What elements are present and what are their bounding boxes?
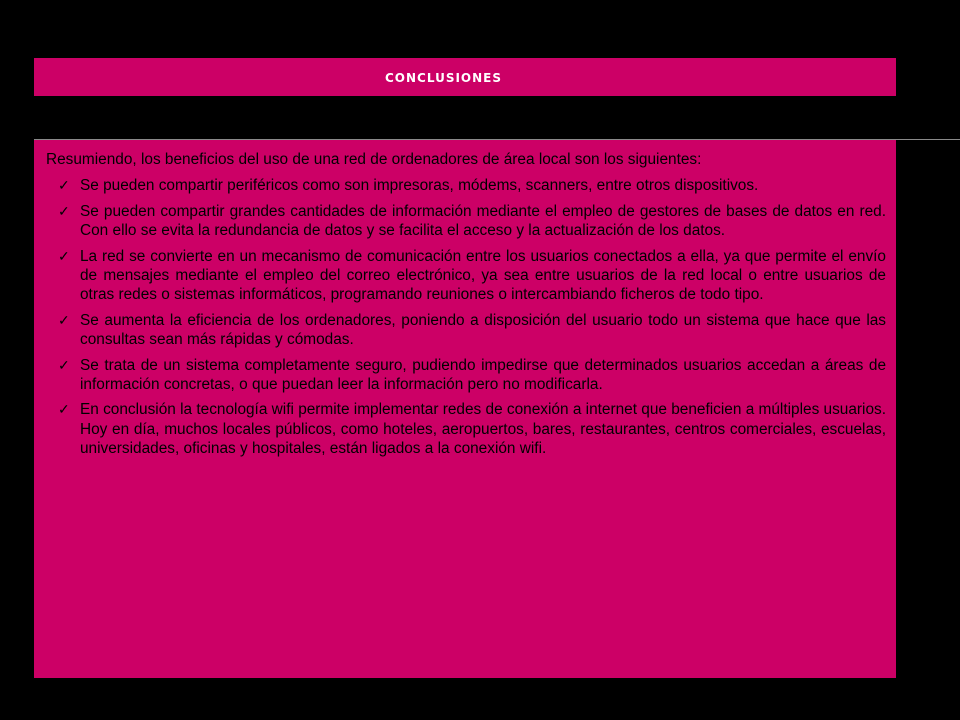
slide-title: conclusiones xyxy=(385,67,503,87)
intro-text: Resumiendo, los beneficios del uso de una red de ordenadores de área local son los siguientes: xyxy=(46,151,702,168)
content-box xyxy=(34,140,896,678)
bullet-item xyxy=(46,202,886,241)
bullet-text: Se aumenta la eficiencia de los ordenadores, poniendo a disposición del usuario todo un sistema que hace que las consultas sean más rápidas y cómodas. xyxy=(80,311,886,349)
bullet-text: Se trata de un sistema completamente seguro, pudiendo impedirse que determinados usuarios accedan a áreas de información concretas, o que puedan leer la información pero no modificarla. xyxy=(80,356,886,394)
check-icon: ✓ xyxy=(58,356,70,373)
check-icon: ✓ xyxy=(58,177,70,194)
title-bar xyxy=(34,58,896,96)
bullet-list xyxy=(46,176,886,458)
bullet-item xyxy=(46,176,886,195)
bullet-item xyxy=(46,356,886,395)
check-icon: ✓ xyxy=(58,401,70,418)
bullet-text: Se pueden compartir periféricos como son impresoras, módems, scanners, entre otros dispositivos. xyxy=(80,177,759,195)
bullet-item xyxy=(46,247,886,305)
bullet-text: Se pueden compartir grandes cantidades de información mediante el empleo de gestores de bases de datos en red. Con ello se evita la redundancia de datos y se facilita el acceso y la actualización de los datos. xyxy=(80,202,886,240)
bullet-text: En conclusión la tecnología wifi permite implementar redes de conexión a internet que beneficien a múltiples usuarios. Hoy en día, muchos locales públicos, como hoteles, aeropuertos, bares, restaurantes, centros comerciales, escuelas, universidades, oficinas y hospitales, están ligados a la conexión wifi. xyxy=(80,401,886,458)
bullet-text: La red se convierte en un mecanismo de comunicación entre los usuarios conectados a ella, ya que permite el envío de mensajes mediante el empleo del correo electrónico, ya sea entre usuarios de la red local o entre usuarios de otras redes o sistemas informáticos, programando reuniones o intercambiando ficheros de todo tipo. xyxy=(80,247,886,304)
bullet-item xyxy=(46,311,886,350)
check-icon: ✓ xyxy=(58,202,70,219)
bullet-item xyxy=(46,400,886,458)
check-icon: ✓ xyxy=(58,247,70,264)
check-icon: ✓ xyxy=(58,311,70,328)
